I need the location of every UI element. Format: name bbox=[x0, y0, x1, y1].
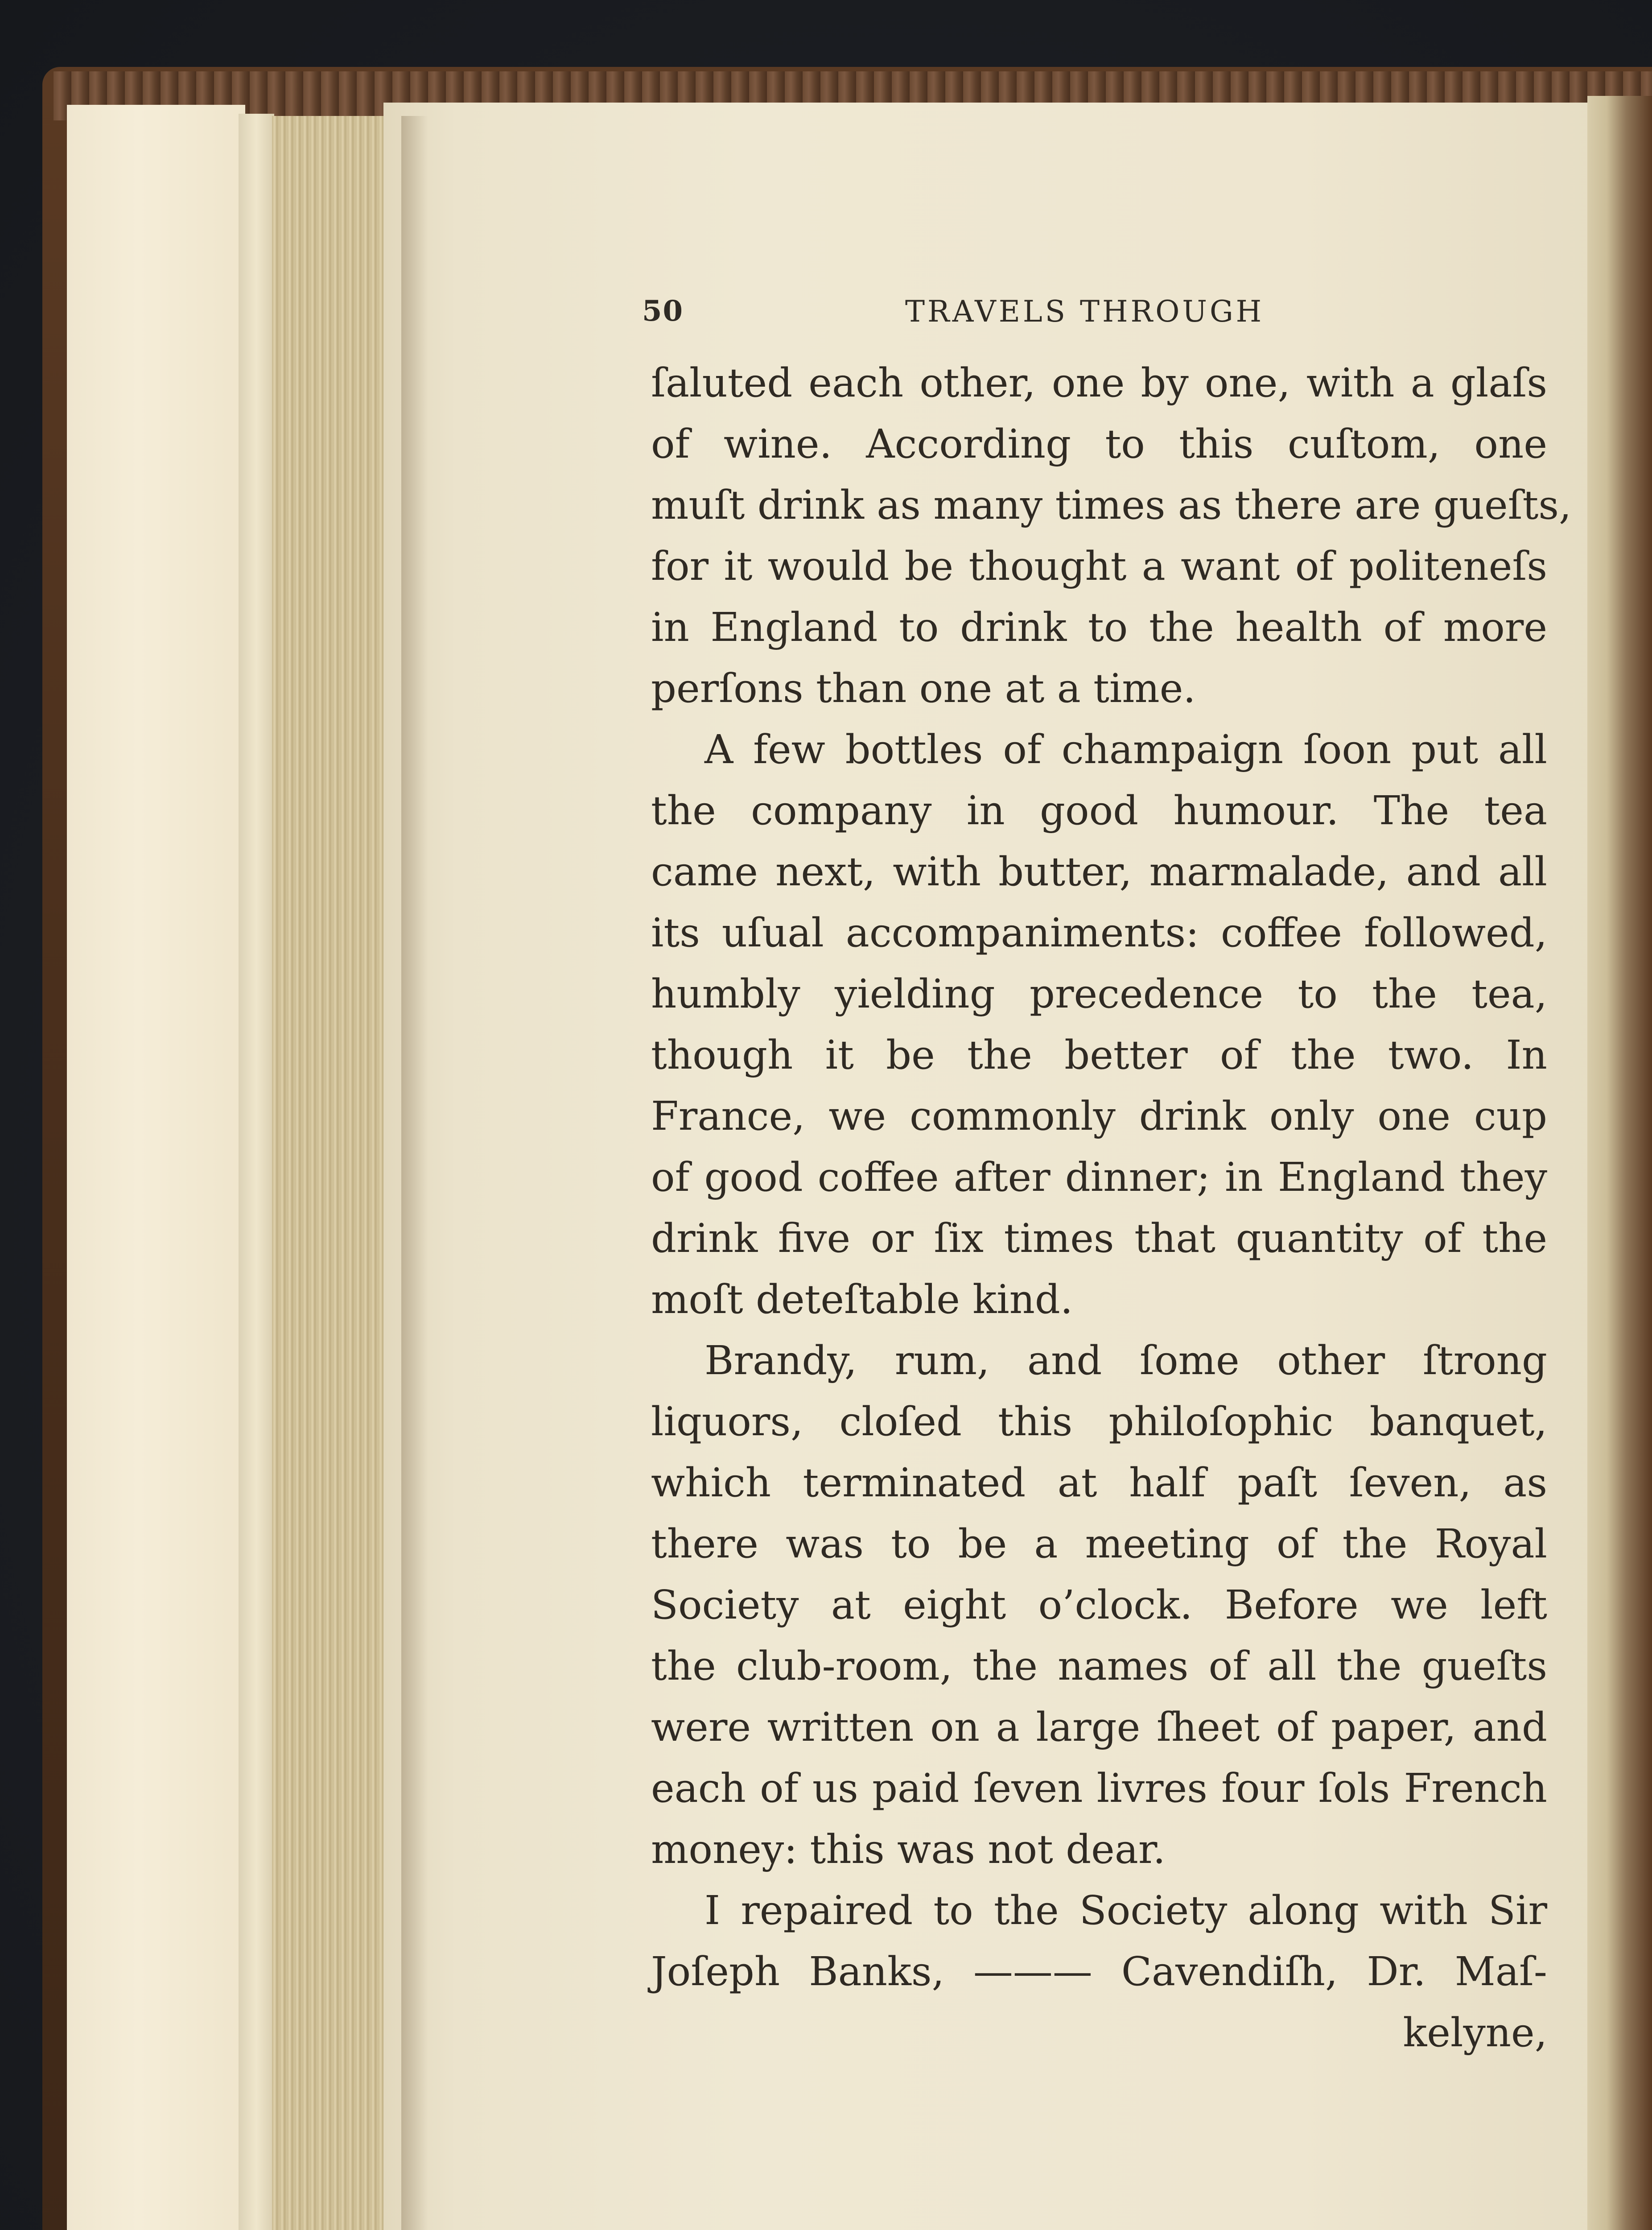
text-line: there was to be a meeting of the Royal bbox=[651, 1520, 1547, 1567]
text-line: the club-room, the names of all the gueſts bbox=[651, 1643, 1547, 1689]
text-line: though it be the better of the two. In bbox=[651, 1032, 1547, 1078]
text-line: the company in good humour. The tea bbox=[651, 787, 1547, 834]
text-line: Society at eight o’clock. Before we left bbox=[651, 1582, 1547, 1628]
running-title: TRAVELS THROUGH bbox=[905, 294, 1265, 329]
text-line: France, we commonly drink only one cup bbox=[651, 1093, 1547, 1139]
text-line: ſaluted each other, one by one, with a glaſs bbox=[651, 359, 1547, 406]
text-line: in England to drink to the health of more bbox=[651, 604, 1547, 650]
text-line: of wine. According to this cuſtom, one bbox=[651, 421, 1547, 467]
text-line: humbly yielding precedence to the tea, bbox=[651, 970, 1547, 1017]
text-block bbox=[651, 352, 1572, 2063]
text-line: I repaired to the Society along with Sir bbox=[704, 1887, 1547, 1933]
page-number: 50 bbox=[642, 294, 684, 328]
text-line: for it would be thought a want of politeneſs bbox=[651, 543, 1547, 589]
text-line: its uſual accompaniments: coffee followed, bbox=[651, 909, 1547, 956]
text-line: each of us paid ſeven livres four ſols French bbox=[651, 1765, 1547, 1811]
text-line: Joſeph Banks, ——— Cavendiſh, Dr. Maſ- bbox=[651, 1948, 1547, 1995]
text-line: liquors, cloſed this philoſophic banquet, bbox=[651, 1398, 1547, 1445]
text-line: came next, with butter, marmalade, and all bbox=[651, 848, 1547, 895]
right-page-edge bbox=[1587, 96, 1652, 2230]
text-line: perſons than one at a time. bbox=[651, 665, 1196, 711]
text-line: A few bottles of champaign ſoon put all bbox=[704, 726, 1547, 772]
running-head bbox=[642, 285, 1355, 343]
text-line: money: this was not dear. bbox=[651, 1826, 1166, 1872]
text-line: muſt drink as many times as there are gueſts, bbox=[651, 482, 1572, 528]
text-line: Brandy, rum, and ſome other ſtrong bbox=[704, 1337, 1547, 1383]
gutter-shadow bbox=[401, 116, 428, 2230]
paragraph-4 bbox=[651, 1880, 1547, 2002]
text-line: were written on a large ſheet of paper, and bbox=[651, 1704, 1547, 1750]
text-line: moſt deteſtable kind. bbox=[651, 1276, 1073, 1322]
left-leaf-gutter bbox=[239, 114, 274, 2230]
paragraph-1 bbox=[651, 352, 1572, 719]
text-line: drink five or ſix times that quantity of the bbox=[651, 1215, 1547, 1261]
text-line: which terminated at half paſt ſeven, as bbox=[651, 1459, 1547, 1506]
catchword: kelyne, bbox=[1403, 2009, 1547, 2056]
left-blank-leaf bbox=[67, 105, 245, 2230]
paragraph-3 bbox=[651, 1330, 1547, 1880]
paragraph-2 bbox=[651, 719, 1547, 1330]
text-line: of good coffee after dinner; in England they bbox=[651, 1154, 1547, 1200]
